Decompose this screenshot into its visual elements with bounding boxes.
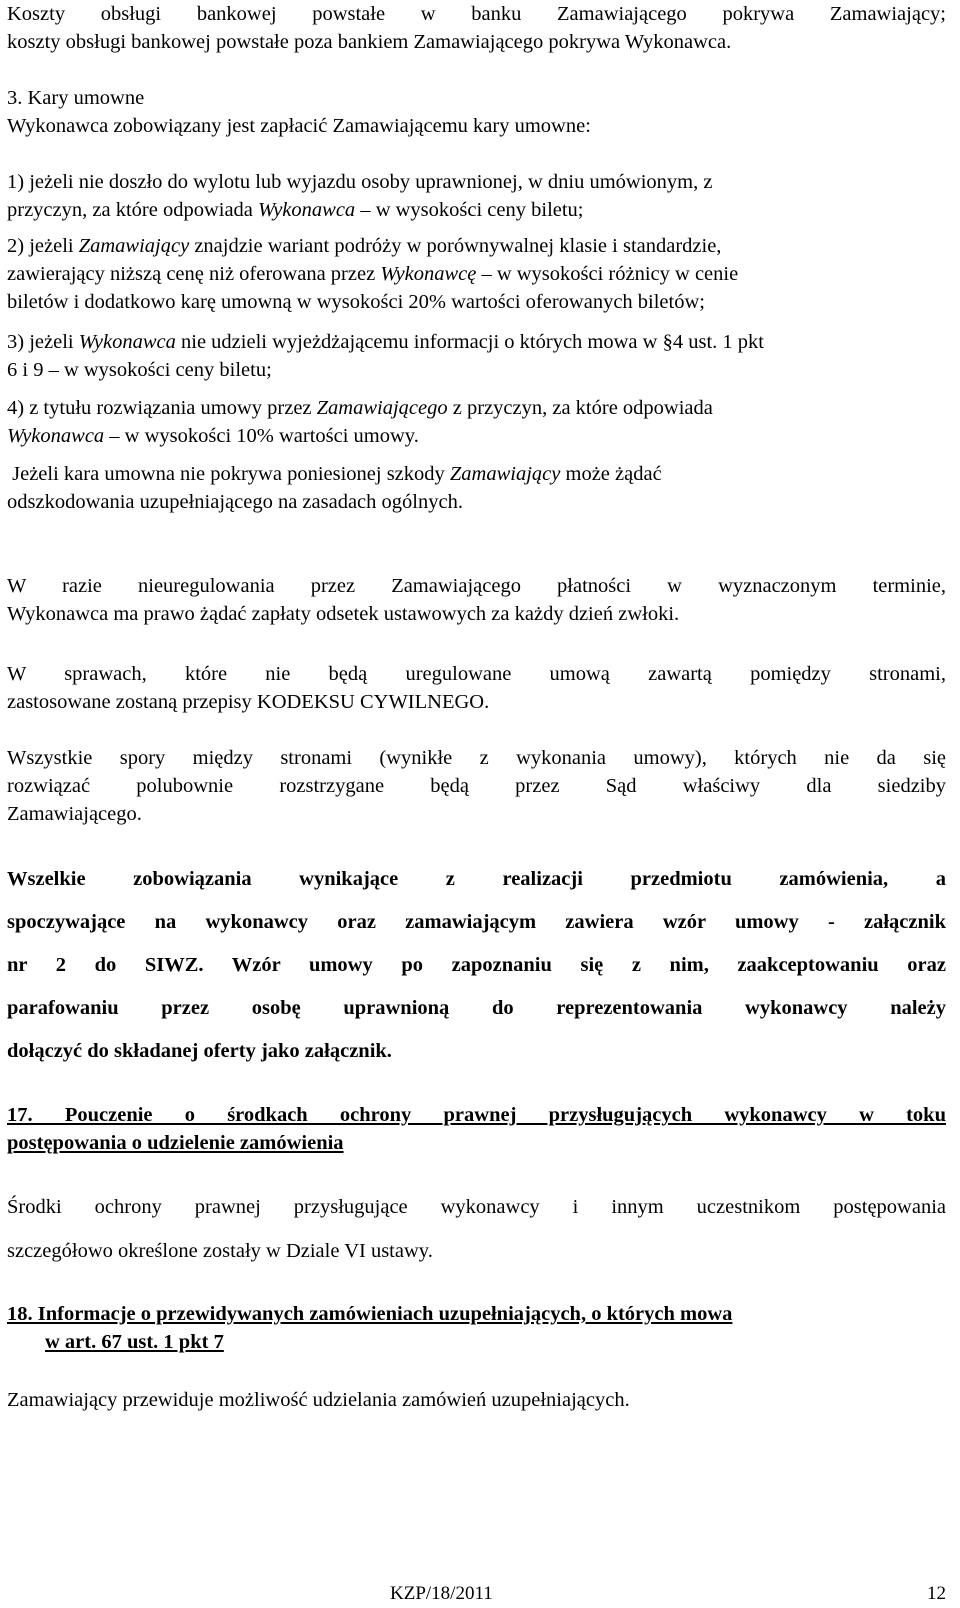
penalties-heading: 3. Kary umowne — [7, 87, 145, 109]
penalty-item-1-amount: – w wysokości ceny biletu; — [355, 199, 584, 221]
penalties-section — [7, 84, 946, 140]
ordering-party-term: Zamawiającego — [316, 397, 448, 419]
interest-line-2: Wykonawca ma prawo żądać zapłaty odsetek ustawowych za każdy dzień zwłoki. — [7, 603, 680, 625]
penalty-item-2-line-2 — [7, 260, 946, 288]
civil-code-line-1: W sprawach, które nie będą uregulowane umową zawartą pomiędzy stronami, — [7, 663, 946, 685]
penalty-item-4-text: z przyczyn, za które odpowiada — [447, 397, 713, 419]
section-17-heading-line-1: 17. Pouczenie o środkach ochrony prawnej przysługujących wykonawcy w toku — [7, 1104, 946, 1126]
bank-costs-line-1: Koszty obsługi bankowej powstałe w banku Zamawiającego pokrywa Zamawiający; — [7, 3, 946, 25]
civil-code-paragraph — [7, 660, 946, 716]
damages-text-2: może żądać — [560, 463, 662, 485]
civil-code-line-2: zastosowane zostaną przepisy KODEKSU CYWILNEGO. — [7, 691, 490, 713]
penalty-item-2-line-1 — [7, 232, 946, 260]
damages-line-1 — [7, 460, 946, 488]
footer-reference-code: KZP/18/2011 — [390, 1583, 493, 1604]
obligations-line-2: spoczywające na wykonawcy oraz zamawiającym zawiera wzór umowy - załącznik — [7, 911, 946, 933]
penalty-item-1-line-1: 1) jeżeli nie doszło do wylotu lub wyjazdu osoby uprawnionej, w dniu umówionym, z — [7, 171, 713, 193]
supplementary-damages-paragraph — [7, 460, 946, 516]
penalty-item-2 — [7, 232, 946, 316]
penalty-item-1-line-2 — [7, 196, 946, 224]
contractor-term: Wykonawca — [258, 199, 356, 221]
section-18-heading-line-2: w art. 67 ust. 1 pkt 7 — [45, 1331, 224, 1353]
penalty-item-4-line-2 — [7, 422, 946, 450]
obligations-line-4: parafowaniu przez osobę uprawnioną do reprezentowania wykonawcy należy — [7, 997, 946, 1019]
ordering-party-term: Zamawiający — [449, 463, 561, 485]
penalty-item-3-prefix: 3) jeżeli — [7, 331, 79, 353]
section-18-heading-line-1: 18. Informacje o przewidywanych zamówieniach uzupełniających, o których mowa — [7, 1303, 733, 1325]
bank-costs-line-2: koszty obsługi bankowej powstałe poza bankiem Zamawiającego pokrywa Wykonawca. — [7, 31, 732, 53]
penalty-item-4-prefix: 4) z tytułu rozwiązania umowy przez — [7, 397, 317, 419]
penalty-item-2-prefix: 2) jeżeli — [7, 235, 79, 257]
penalty-item-2-line-3: biletów i dodatkowo karę umowną w wysokości 20% wartości oferowanych biletów; — [7, 291, 705, 313]
section-18-body-line: Zamawiający przewiduje możliwość udzielania zamówień uzupełniających. — [7, 1389, 630, 1411]
section-17-heading-line-2: postępowania o udzielenie zamówienia — [7, 1132, 344, 1154]
bank-costs-paragraph — [7, 0, 946, 56]
penalty-item-2-text-2: zawierający niższą cenę niż oferowana przez — [7, 263, 381, 285]
penalty-item-1-text: przyczyn, za które odpowiada — [7, 199, 259, 221]
section-17-body-line-1: Środki ochrony prawnej przysługujące wykonawcy i innym uczestnikom postępowania — [7, 1196, 946, 1218]
ordering-party-term: Zamawiający — [78, 235, 190, 257]
penalty-item-4 — [7, 394, 946, 450]
penalty-item-3-text: nie udzieli wyjeżdżającemu informacji o których mowa w §4 ust. 1 pkt — [175, 331, 764, 353]
penalty-item-2-text: znajdzie wariant podróży w porównywalnej klasie i standardzie, — [189, 235, 722, 257]
section-18-body — [7, 1386, 946, 1414]
penalty-item-3-line-2: 6 i 9 – w wysokości ceny biletu; — [7, 359, 272, 381]
obligations-line-5: dołączyć do składanej oferty jako załącznik. — [7, 1040, 392, 1062]
obligations-line-1: Wszelkie zobowiązania wynikające z realizacji przedmiotu zamówienia, a — [7, 868, 946, 890]
penalty-item-3-line-1 — [7, 328, 946, 356]
disputes-paragraph — [7, 744, 946, 828]
disputes-line-2: rozwiązać polubownie rozstrzygane będą przez Sąd właściwy dla siedziby — [7, 775, 946, 797]
damages-text: Jeżeli kara umowna nie pokrywa poniesionej szkody — [7, 463, 450, 485]
penalty-item-1 — [7, 168, 946, 224]
penalty-item-4-line-1 — [7, 394, 946, 422]
footer-page-number: 12 — [927, 1583, 946, 1604]
penalty-item-4-amount: – w wysokości 10% wartości umowy. — [104, 425, 419, 447]
section-17-body — [7, 1185, 946, 1273]
obligations-paragraph — [7, 858, 946, 1073]
damages-line-2: odszkodowania uzupełniającego na zasadach ogólnych. — [7, 491, 463, 513]
section-17-body-line-2: szczegółowo określone zostały w Dziale VI ustawy. — [7, 1240, 433, 1262]
interest-paragraph — [7, 572, 946, 628]
penalty-item-3 — [7, 328, 946, 384]
obligations-line-3: nr 2 do SIWZ. Wzór umowy po zapoznaniu się z nim, zaakceptowaniu oraz — [7, 954, 946, 976]
section-17-heading — [7, 1101, 946, 1157]
contractor-term: Wykonawcę — [380, 263, 477, 285]
disputes-line-1: Wszystkie spory między stronami (wynikłe z wykonania umowy), których nie da się — [7, 747, 946, 769]
interest-line-1: W razie nieuregulowania przez Zamawiającego płatności w wyznaczonym terminie, — [7, 575, 946, 597]
penalty-item-2-text-3: – w wysokości różnicy w cenie — [476, 263, 739, 285]
contractor-term: Wykonawca — [78, 331, 176, 353]
section-18-heading — [7, 1300, 946, 1356]
disputes-line-3: Zamawiającego. — [7, 803, 142, 825]
penalties-intro: Wykonawca zobowiązany jest zapłacić Zamawiającemu kary umowne: — [7, 115, 591, 137]
contractor-term: Wykonawca — [7, 425, 105, 447]
